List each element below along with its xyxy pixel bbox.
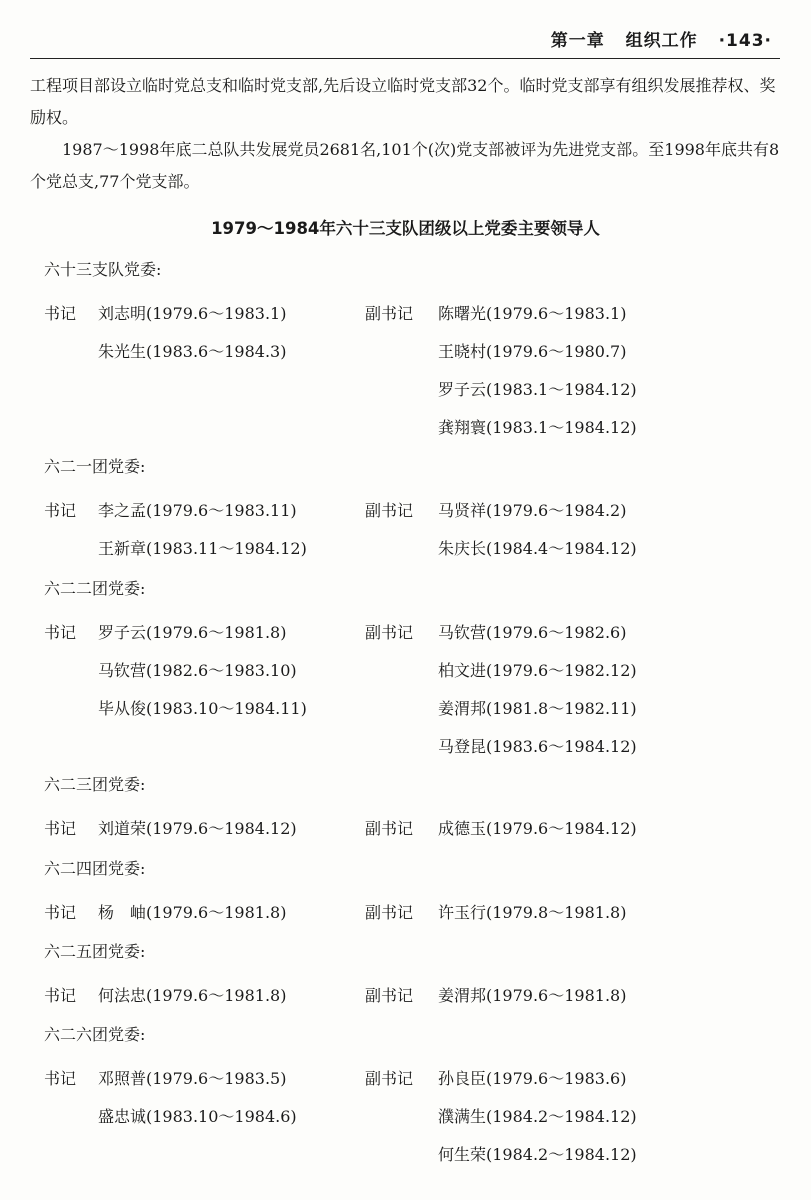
secretary-entry: 毕从俊(1983.10～1984.11) [98,699,307,718]
page-number: ·143· [718,31,772,51]
deputy-secretary-entry: 罗子云(1983.1～1984.12) [438,380,637,399]
body-paragraph: 1987～1998年底二总队共发展党员2681名,101个(次)党支部被评为先进党支部。至1998年底共有8个党总支,77个党支部。 [30,140,780,191]
deputy-secretary-entry: 陈曙光(1979.6～1983.1) [438,304,627,323]
secretary-entry: 李之孟(1979.6～1983.11) [98,501,297,520]
committee-name: 六二二团党委: [44,579,146,598]
deputy-secretary-entry: 姜渭邦(1981.8～1982.11) [438,699,637,718]
deputy-secretary-entry: 柏文进(1979.6～1982.12) [438,661,637,680]
secretary-entry: 邓照普(1979.6～1983.5) [98,1069,287,1088]
secretary-label: 书记 [44,623,77,642]
committee-name: 六二六团党委: [44,1025,146,1044]
deputy-secretary-entry: 马钦营(1979.6～1982.6) [438,623,627,642]
deputy-secretary-entry: 朱庆长(1984.4～1984.12) [438,539,637,558]
secretary-entry: 盛忠诚(1983.10～1984.6) [98,1107,297,1126]
deputy-secretary-entry: 成德玉(1979.6～1984.12) [438,819,637,838]
deputy-secretary-entry: 龚翔寰(1983.1～1984.12) [438,418,637,437]
deputy-secretary-entry: 许玉行(1979.8～1981.8) [438,903,627,922]
committee-name: 六二五团党委: [44,942,146,961]
deputy-secretary-label: 副书记 [365,623,414,642]
chapter-label: 第一章 [550,31,605,51]
deputy-secretary-label: 副书记 [365,501,414,520]
body-paragraph: 工程项目部设立临时党总支和临时党支部,先后设立临时党支部32个。临时党支部享有组织发展推荐权、奖励权。 [30,76,776,127]
secretary-label: 书记 [44,819,77,838]
secretary-entry: 杨 岫(1979.6～1981.8) [98,903,287,922]
secretary-entry: 何法忠(1979.6～1981.8) [98,986,287,1005]
deputy-secretary-label: 副书记 [365,1069,414,1088]
deputy-secretary-entry: 姜渭邦(1979.6～1981.8) [438,986,627,1005]
deputy-secretary-entry: 马登昆(1983.6～1984.12) [438,737,637,756]
secretary-label: 书记 [44,304,77,323]
secretary-label: 书记 [44,501,77,520]
deputy-secretary-entry: 濮满生(1984.2～1984.12) [438,1107,637,1126]
section-title: 1979～1984年六十三支队团级以上党委主要领导人 [211,219,600,238]
deputy-secretary-entry: 马贤祥(1979.6～1984.2) [438,501,627,520]
secretary-entry: 朱光生(1983.6～1984.3) [98,342,287,361]
secretary-label: 书记 [44,903,77,922]
deputy-secretary-entry: 孙良臣(1979.6～1983.6) [438,1069,627,1088]
deputy-secretary-entry: 何生荣(1984.2～1984.12) [438,1145,637,1164]
section-label: 组织工作 [625,31,698,51]
page-header [30,0,780,59]
deputy-secretary-label: 副书记 [365,819,414,838]
running-head [537,26,772,51]
committee-name: 六十三支队党委: [44,260,162,279]
committee-name: 六二一团党委: [44,457,146,476]
deputy-secretary-entry: 王晓村(1979.6～1980.7) [438,342,627,361]
secretary-label: 书记 [44,986,77,1005]
secretary-entry: 罗子云(1979.6～1981.8) [98,623,287,642]
committee-name: 六二三团党委: [44,775,146,794]
secretary-entry: 刘志明(1979.6～1983.1) [98,304,287,323]
secretary-entry: 刘道荣(1979.6～1984.12) [98,819,297,838]
deputy-secretary-label: 副书记 [365,304,414,323]
secretary-label: 书记 [44,1069,77,1088]
secretary-entry: 马钦营(1982.6～1983.10) [98,661,297,680]
committee-name: 六二四团党委: [44,859,146,878]
secretary-entry: 王新章(1983.11～1984.12) [98,539,307,558]
deputy-secretary-label: 副书记 [365,986,414,1005]
deputy-secretary-label: 副书记 [365,903,414,922]
